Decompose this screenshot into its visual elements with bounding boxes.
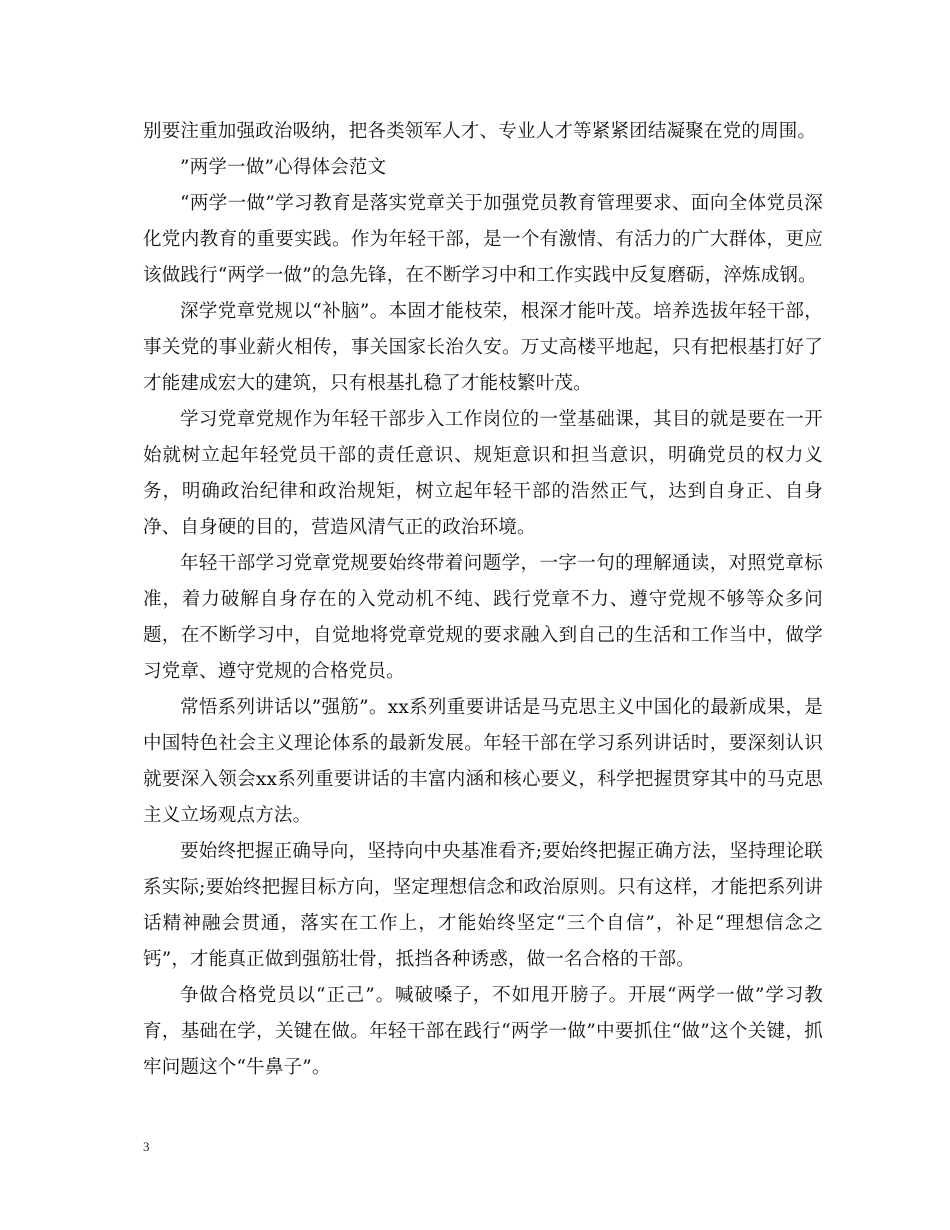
- page-number: 3: [143, 1139, 150, 1154]
- paragraph-continuation: 别要注重加强政治吸纳，把各类领军人才、专业人才等紧紧团结凝聚在党的周围。: [143, 121, 817, 142]
- paragraph: 年轻干部学习党章党规要始终带着问题学，一字一句的理解通读，对照党章标准，着力破解自身存在的入党动机不纯、践行党章不力、遵守党规不够等众多问题，在不断学习中，自觉地将党章党规的要求融入到自己的生活和工作当中，做学习党章、遵守党规的合格党员。: [143, 553, 823, 682]
- paragraph: 学习党章党规作为年轻干部步入工作岗位的一堂基础课，其目的就是要在一开始就树立起年轻党员干部的责任意识、规矩意识和担当意识，明确党员的权力义务，明确政治纪律和政治规矩，树立起年轻干部的浩然正气，达到自身正、自身净、自身硬的目的，营造风清气正的政治环境。: [143, 409, 823, 538]
- paragraph: “两学一做”学习教育是落实党章关于加强党员教育管理要求、面向全体党员深化党内教育的重要实践。作为年轻干部，是一个有激情、有活力的广大群体，更应该做践行“两学一做”的急先锋，在不断学习中和工作实践中反复磨砺，淬炼成钢。: [143, 193, 823, 286]
- paragraph: 要始终把握正确导向，坚持向中央基准看齐;要始终把握正确方法，坚持理论联系实际;要始终把握目标方向，坚定理想信念和政治原则。只有这样，才能把系列讲话精神融会贯通，落实在工作上，才能始终坚定“三个自信”，补足“理想信念之钙”，才能真正做到强筋壮骨，抵挡各种诱惑，做一名合格的干部。: [143, 841, 823, 970]
- section-title: ”两学一做”心得体会范文: [180, 157, 387, 178]
- document-body: [143, 114, 823, 1086]
- paragraph: 争做合格党员以“正己”。喊破嗓子，不如甩开膀子。开展“两学一做”学习教育，基础在学，关键在做。年轻干部在践行“两学一做”中要抓住“做”这个关键，抓牢问题这个“牛鼻子”。: [143, 985, 823, 1078]
- paragraph: 常悟系列讲话以”强筋”。xx系列重要讲话是马克思主义中国化的最新成果，是中国特色社会主义理论体系的最新发展。年轻干部在学习系列讲话时，要深刻认识就要深入领会xx系列重要讲话的丰富内涵和核心要义，科学把握贯穿其中的马克思主义立场观点方法。: [143, 697, 823, 826]
- paragraph: 深学党章党规以“补脑”。本固才能枝荣，根深才能叶茂。培养选拔年轻干部，事关党的事业薪火相传，事关国家长治久安。万丈高楼平地起，只有把根基打好了才能建成宏大的建筑，只有根基扎稳了才能枝繁叶茂。: [143, 301, 823, 394]
